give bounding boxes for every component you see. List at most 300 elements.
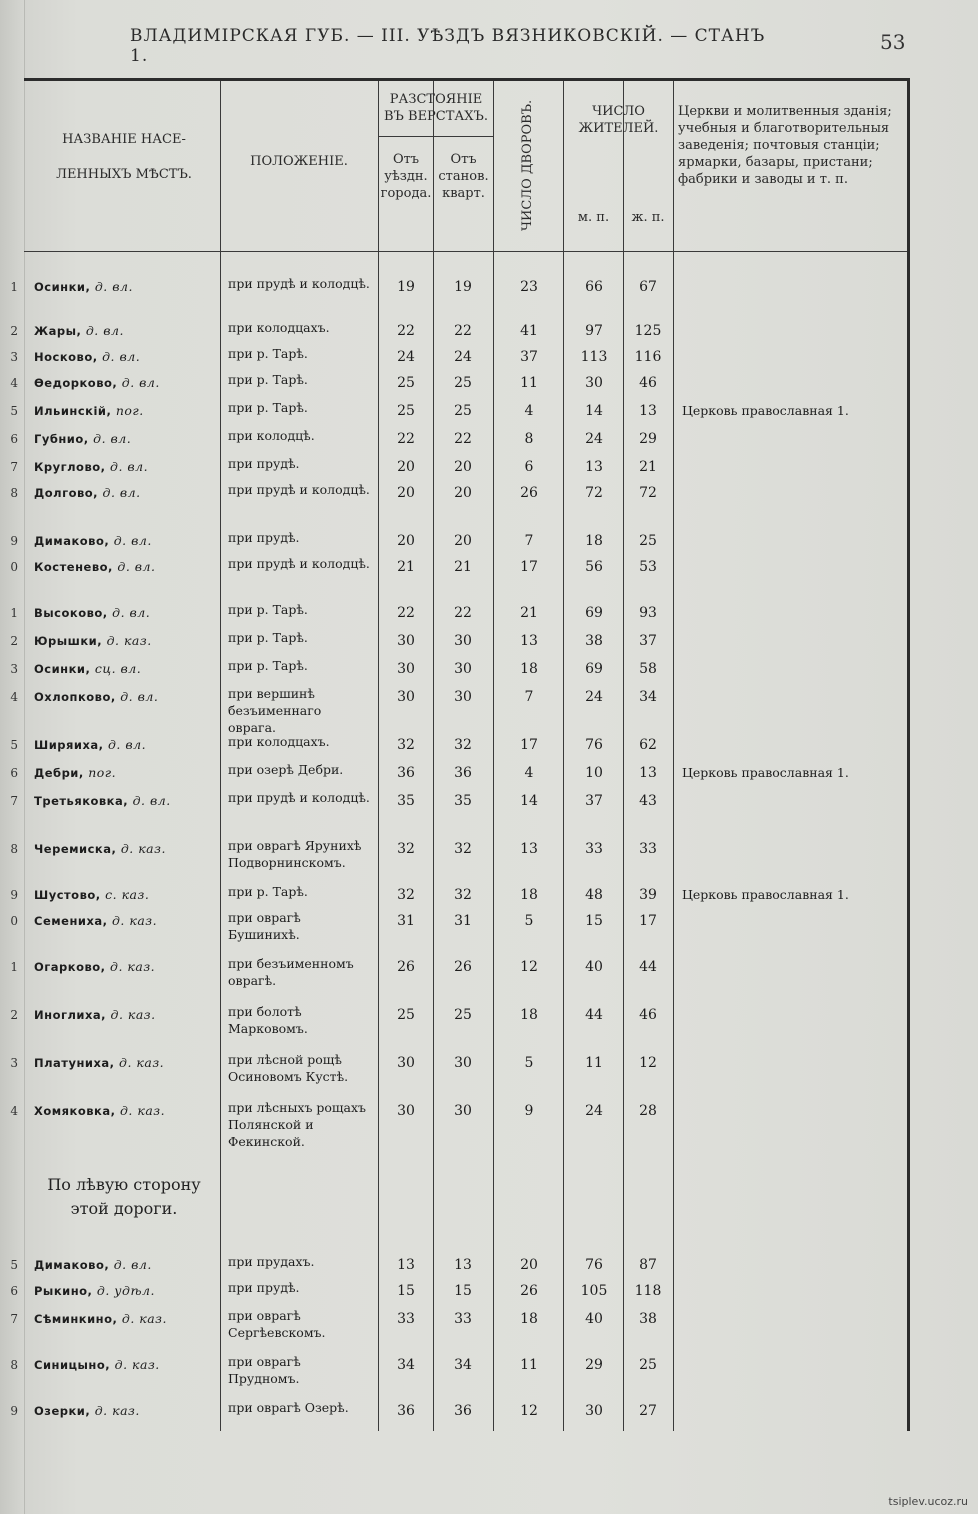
distance-from-town: 33	[397, 1311, 415, 1327]
row-margin-number: 3	[10, 662, 18, 676]
settlement-name-text: Губнио,	[34, 432, 94, 446]
distance-from-town: 22	[397, 605, 415, 621]
row-margin-number: 9	[10, 534, 18, 548]
settlement-position: при колодцахъ.	[228, 734, 330, 749]
distance-from-stan: 20	[454, 459, 472, 475]
distance-from-town: 25	[397, 1007, 415, 1023]
households-count: 12	[520, 1403, 538, 1419]
male-count: 97	[585, 323, 603, 339]
distance-from-town: 31	[397, 913, 415, 929]
settlement-name	[34, 1055, 164, 1071]
page-number: 53	[880, 30, 906, 54]
distance-from-stan: 20	[454, 485, 472, 501]
female-count: 58	[639, 661, 657, 677]
male-count: 69	[585, 661, 603, 677]
settlement-name-text: Костенево,	[34, 560, 118, 574]
settlement-name	[34, 1311, 167, 1327]
female-count: 46	[639, 375, 657, 391]
households-count: 18	[520, 661, 538, 677]
settlement-kind: с. каз.	[105, 887, 150, 902]
settlement-name-text: Иноглиха,	[34, 1008, 111, 1022]
settlement-kind: д. удѣл.	[96, 1283, 155, 1298]
households-count: 26	[520, 485, 538, 501]
households-count: 14	[520, 793, 538, 809]
distance-from-stan: 13	[454, 1257, 472, 1273]
settlement-name-text: Юрышки,	[34, 634, 107, 648]
households-count: 4	[524, 765, 534, 781]
distance-from-town: 36	[397, 1403, 415, 1419]
settlement-name	[34, 431, 131, 447]
subheader-rule	[378, 136, 493, 137]
households-count: 18	[520, 1007, 538, 1023]
settlement-name-text: Димаково,	[34, 534, 114, 548]
settlement-kind: д. вл.	[132, 793, 171, 808]
row-margin-number: 7	[10, 794, 18, 808]
row-margin-number: 4	[10, 690, 18, 704]
distance-from-stan: 32	[454, 841, 472, 857]
row-margin-number: 3	[10, 1056, 18, 1070]
male-count: 24	[585, 1103, 603, 1119]
distance-from-stan: 30	[454, 689, 472, 705]
households-count: 6	[524, 459, 534, 475]
male-count: 56	[585, 559, 603, 575]
male-count: 13	[585, 459, 603, 475]
male-count: 113	[580, 349, 608, 365]
settlement-name-text: Высоково,	[34, 606, 113, 620]
female-count: 12	[639, 1055, 657, 1071]
female-count: 53	[639, 559, 657, 575]
col-rule	[433, 81, 434, 1431]
settlement-kind: д. вл.	[102, 485, 141, 500]
female-count: 28	[639, 1103, 657, 1119]
institution-note: Церковь православная 1.	[682, 765, 849, 780]
institution-note: Церковь православная 1.	[682, 887, 849, 902]
households-count: 5	[524, 913, 534, 929]
settlement-name	[34, 959, 155, 975]
female-count: 33	[639, 841, 657, 857]
row-margin-number: 4	[10, 376, 18, 390]
male-count: 30	[585, 375, 603, 391]
female-count: 46	[639, 1007, 657, 1023]
settlement-name-text: Димаково,	[34, 1258, 114, 1272]
settlement-name	[34, 633, 152, 649]
settlement-kind: д. каз.	[110, 1007, 156, 1022]
female-count: 44	[639, 959, 657, 975]
households-count: 17	[520, 559, 538, 575]
settlement-position: при оврагѣ Сергѣевскомъ.	[228, 1308, 326, 1340]
settlement-kind: д. каз.	[114, 1357, 160, 1372]
male-count: 66	[585, 279, 603, 295]
col-rule	[220, 81, 221, 1431]
row-margin-number: 6	[10, 1284, 18, 1298]
settlement-name	[34, 765, 116, 781]
settlement-kind: д. вл.	[117, 559, 156, 574]
male-count: 29	[585, 1357, 603, 1373]
settlement-kind: д. каз.	[106, 633, 152, 648]
row-margin-number: 8	[10, 1358, 18, 1372]
row-margin-number: 5	[10, 404, 18, 418]
settlement-position: при р. Тарѣ.	[228, 630, 308, 645]
households-count: 11	[520, 1357, 538, 1373]
settlement-name-text: Носково,	[34, 350, 103, 364]
settlement-kind: д. вл.	[93, 431, 132, 446]
distance-from-stan: 36	[454, 765, 472, 781]
header-male: м. п.	[577, 210, 610, 225]
male-count: 76	[585, 1257, 603, 1273]
settlement-name-text: Огарково,	[34, 960, 111, 974]
male-count: 40	[585, 959, 603, 975]
row-margin-number: 2	[10, 324, 18, 338]
settlement-kind: д. каз.	[112, 913, 158, 928]
settlement-name	[34, 403, 144, 419]
distance-from-stan: 22	[454, 605, 472, 621]
female-count: 93	[639, 605, 657, 621]
settlement-name	[34, 279, 133, 295]
male-count: 15	[585, 913, 603, 929]
row-margin-number: 2	[10, 634, 18, 648]
row-margin-number: 5	[10, 738, 18, 752]
settlement-name	[34, 605, 150, 621]
settlement-name	[34, 1357, 160, 1373]
settlement-name-text: Озерки,	[34, 1404, 95, 1418]
settlement-name-text: Охлопково,	[34, 690, 121, 704]
male-count: 11	[585, 1055, 603, 1071]
distance-from-town: 21	[397, 559, 415, 575]
row-margin-number: 0	[10, 560, 18, 574]
institution-note: Церковь православная 1.	[682, 403, 849, 418]
settlement-position: при оврагѣ Ярунихѣ Подворнинскомъ.	[228, 838, 362, 870]
distance-from-town: 30	[397, 1055, 415, 1071]
settlement-kind: д. каз.	[119, 1103, 166, 1118]
settlement-kind: пог.	[88, 765, 117, 780]
running-title: ВЛАДИМІРСКАЯ ГУБ. — III. УѢЗДЪ ВЯЗНИКОВСКІЙ. — СТАНЪ 1.	[130, 26, 766, 66]
distance-from-town: 26	[397, 959, 415, 975]
female-count: 39	[639, 887, 657, 903]
households-count: 20	[520, 1257, 538, 1273]
settlement-name-text: Третьяковка,	[34, 794, 133, 808]
distance-from-stan: 34	[454, 1357, 472, 1373]
female-count: 38	[639, 1311, 657, 1327]
distance-from-town: 30	[397, 633, 415, 649]
female-count: 62	[639, 737, 657, 753]
settlement-position: при прудѣ.	[228, 1280, 300, 1295]
male-count: 44	[585, 1007, 603, 1023]
households-count: 7	[524, 689, 534, 705]
settlement-position: при оврагѣ Озерѣ.	[228, 1400, 349, 1415]
header-inhabitants: ЧИСЛО ЖИТЕЛЕЙ.	[578, 104, 659, 136]
row-margin-number: 1	[10, 606, 18, 620]
households-count: 13	[520, 633, 538, 649]
distance-from-stan: 30	[454, 1055, 472, 1071]
settlement-kind: д. вл.	[110, 459, 149, 474]
row-margin-number: 9	[10, 1404, 18, 1418]
header-rule	[24, 251, 907, 252]
distance-from-town: 22	[397, 323, 415, 339]
distance-from-stan: 32	[454, 737, 472, 753]
male-count: 72	[585, 485, 603, 501]
distance-from-stan: 22	[454, 431, 472, 447]
settlement-position: при прудѣ.	[228, 530, 300, 545]
settlement-kind: д. каз.	[94, 1403, 140, 1418]
settlement-position: при вершинѣ безъименнаго оврага.	[228, 686, 322, 735]
settlement-name-text: Ѳедорково,	[34, 376, 122, 390]
settlement-position: при прудѣ и колодцѣ.	[228, 482, 370, 497]
households-count: 18	[520, 887, 538, 903]
households-count: 7	[524, 533, 534, 549]
female-count: 116	[634, 349, 662, 365]
settlement-name	[34, 559, 155, 575]
households-count: 4	[524, 403, 534, 419]
header-female: ж. п.	[631, 210, 665, 225]
settlement-position: при оврагѣ Бушинихѣ.	[228, 910, 301, 942]
col-rule	[563, 81, 564, 1431]
settlement-name	[34, 533, 152, 549]
settlement-position: при колодцахъ.	[228, 320, 330, 335]
row-margin-number: 5	[10, 1258, 18, 1272]
settlement-kind: д. каз.	[110, 959, 156, 974]
male-count: 30	[585, 1403, 603, 1419]
settlement-name	[34, 485, 141, 501]
header-distance: РАЗСТОЯНІЕ ВЪ ВЕРСТАХЪ.	[384, 92, 488, 124]
distance-from-town: 35	[397, 793, 415, 809]
settlement-name	[34, 1103, 165, 1119]
distance-from-stan: 26	[454, 959, 472, 975]
distance-from-stan: 19	[454, 279, 472, 295]
distance-from-stan: 31	[454, 913, 472, 929]
households-count: 13	[520, 841, 538, 857]
header-position: ПОЛОЖЕНІЕ.	[250, 154, 348, 169]
settlement-name-text: Ильинскій,	[34, 404, 116, 418]
male-count: 10	[585, 765, 603, 781]
distance-from-stan: 35	[454, 793, 472, 809]
settlement-position: при р. Тарѣ.	[228, 372, 308, 387]
male-count: 24	[585, 689, 603, 705]
row-margin-number: 1	[10, 280, 18, 294]
distance-from-town: 20	[397, 533, 415, 549]
distance-from-town: 25	[397, 375, 415, 391]
row-margin-number: 2	[10, 1008, 18, 1022]
distance-from-town: 13	[397, 1257, 415, 1273]
settlement-name-text: Шустово,	[34, 888, 106, 902]
row-margin-number: 7	[10, 1312, 18, 1326]
settlement-kind: д. вл.	[120, 689, 159, 704]
settlement-kind: д. вл.	[113, 1257, 152, 1272]
settlement-name-text: Семениха,	[34, 914, 112, 928]
distance-from-stan: 25	[454, 1007, 472, 1023]
row-margin-number: 1	[10, 960, 18, 974]
female-count: 25	[639, 1357, 657, 1373]
households-count: 5	[524, 1055, 534, 1071]
distance-from-stan: 33	[454, 1311, 472, 1327]
distance-from-town: 32	[397, 737, 415, 753]
settlement-name-text: Сѣминкино,	[34, 1312, 122, 1326]
settlement-name-text: Синицыно,	[34, 1358, 115, 1372]
distance-from-stan: 20	[454, 533, 472, 549]
male-count: 76	[585, 737, 603, 753]
female-count: 21	[639, 459, 657, 475]
settlement-name-text: Осинки,	[34, 662, 95, 676]
settlement-position: при р. Тарѣ.	[228, 346, 308, 361]
row-margin-number: 7	[10, 460, 18, 474]
settlement-name	[34, 841, 166, 857]
male-count: 18	[585, 533, 603, 549]
settlement-name-text: Долгово,	[34, 486, 103, 500]
distance-from-stan: 21	[454, 559, 472, 575]
households-count: 26	[520, 1283, 538, 1299]
watermark: tsiplev.ucoz.ru	[888, 1495, 968, 1508]
distance-from-stan: 25	[454, 403, 472, 419]
female-count: 13	[639, 765, 657, 781]
male-count: 69	[585, 605, 603, 621]
header-dist-town: Отъ уѣздн. города.	[380, 152, 432, 201]
distance-from-stan: 30	[454, 1103, 472, 1119]
row-margin-number: 4	[10, 1104, 18, 1118]
settlement-name	[34, 1257, 152, 1273]
distance-from-town: 19	[397, 279, 415, 295]
row-margin-number: 6	[10, 766, 18, 780]
settlement-kind: д. вл.	[108, 737, 147, 752]
distance-from-town: 15	[397, 1283, 415, 1299]
settlement-kind: д. каз.	[119, 1055, 165, 1070]
settlement-name	[34, 1283, 155, 1299]
settlement-name	[34, 661, 141, 677]
households-count: 17	[520, 737, 538, 753]
female-count: 29	[639, 431, 657, 447]
female-count: 17	[639, 913, 657, 929]
distance-from-stan: 30	[454, 633, 472, 649]
settlement-position: при болотѣ Марковомъ.	[228, 1004, 308, 1036]
settlement-position: при р. Тарѣ.	[228, 884, 308, 899]
settlement-position: при прудахъ.	[228, 1254, 315, 1269]
households-count: 21	[520, 605, 538, 621]
settlement-position: при оврагѣ Прудномъ.	[228, 1354, 301, 1386]
male-count: 105	[580, 1283, 608, 1299]
male-count: 38	[585, 633, 603, 649]
settlement-name-text: Хомяковка,	[34, 1104, 120, 1118]
header-households: ЧИСЛО ДВОРОВЪ.	[520, 99, 535, 231]
col-rule	[378, 81, 379, 1431]
distance-from-town: 20	[397, 459, 415, 475]
female-count: 87	[639, 1257, 657, 1273]
households-count: 12	[520, 959, 538, 975]
distance-from-stan: 15	[454, 1283, 472, 1299]
distance-from-stan: 25	[454, 375, 472, 391]
distance-from-stan: 36	[454, 1403, 472, 1419]
female-count: 34	[639, 689, 657, 705]
settlement-position: при р. Тарѣ.	[228, 658, 308, 673]
settlement-name	[34, 459, 148, 475]
row-margin-number: 9	[10, 888, 18, 902]
male-count: 14	[585, 403, 603, 419]
settlement-kind: д. вл.	[121, 375, 160, 390]
settlement-kind: д. каз.	[120, 841, 166, 856]
households-count: 37	[520, 349, 538, 365]
header-dist-stan: Отъ станов. кварт.	[438, 152, 489, 201]
settlement-position: при озерѣ Дебри.	[228, 762, 344, 777]
distance-from-stan: 30	[454, 661, 472, 677]
distance-from-town: 30	[397, 1103, 415, 1119]
row-margin-number: 8	[10, 842, 18, 856]
settlement-name-text: Жары,	[34, 324, 86, 338]
distance-from-town: 34	[397, 1357, 415, 1373]
settlement-position: при лѣсной рощѣ Осиновомъ Кустѣ.	[228, 1052, 349, 1084]
households-count: 41	[520, 323, 538, 339]
settlement-position: при р. Тарѣ.	[228, 400, 308, 415]
settlement-kind: пог.	[115, 403, 144, 418]
distance-from-town: 22	[397, 431, 415, 447]
settlement-position: при прудѣ и колодцѣ.	[228, 556, 370, 571]
settlement-name	[34, 375, 160, 391]
settlement-position: при прудѣ и колодцѣ.	[228, 790, 370, 805]
settlement-kind: д. вл.	[102, 349, 141, 364]
settlement-name	[34, 689, 158, 705]
col-rule	[673, 81, 674, 1431]
settlement-name	[34, 1403, 140, 1419]
settlement-name	[34, 793, 171, 809]
distance-from-stan: 22	[454, 323, 472, 339]
row-margin-number: 0	[10, 914, 18, 928]
distance-from-town: 30	[397, 689, 415, 705]
settlement-name-text: Платуниха,	[34, 1056, 120, 1070]
households-count: 23	[520, 279, 538, 295]
row-margin-number: 8	[10, 486, 18, 500]
header-name: НАЗВАНІЕ НАСЕ- ЛЕННЫХЪ МѢСТЪ.	[56, 132, 192, 182]
settlement-position: при безъименномъ оврагѣ.	[228, 956, 354, 988]
distance-from-town: 20	[397, 485, 415, 501]
row-margin-number: 6	[10, 432, 18, 446]
female-count: 125	[634, 323, 662, 339]
female-count: 37	[639, 633, 657, 649]
col-rule	[493, 81, 494, 1431]
distance-from-town: 24	[397, 349, 415, 365]
settlement-name	[34, 323, 124, 339]
distance-from-town: 25	[397, 403, 415, 419]
settlement-position: при р. Тарѣ.	[228, 602, 308, 617]
settlement-name-text: Рыкино,	[34, 1284, 97, 1298]
settlement-name-text: Осинки,	[34, 280, 95, 294]
settlement-position: при лѣсныхъ рощахъ Полянской и Фекинской.	[228, 1100, 366, 1149]
settlement-name	[34, 737, 146, 753]
distance-from-stan: 32	[454, 887, 472, 903]
female-count: 27	[639, 1403, 657, 1419]
female-count: 25	[639, 533, 657, 549]
settlements-table	[10, 78, 910, 1431]
settlement-name-text: Ширяиха,	[34, 738, 108, 752]
female-count: 43	[639, 793, 657, 809]
settlement-kind: д. вл.	[112, 605, 151, 620]
settlement-name	[34, 913, 157, 929]
settlement-name	[34, 349, 140, 365]
households-count: 8	[524, 431, 534, 447]
header-notes: Церкви и молитвенныя зданія; учебныя и благотворительныя заведенія; почтовыя станціи; ярмарки, базары, пристани; фабрики и заводы и т. п.	[678, 104, 892, 187]
settlement-name	[34, 887, 149, 903]
male-count: 33	[585, 841, 603, 857]
distance-from-stan: 24	[454, 349, 472, 365]
distance-from-town: 32	[397, 841, 415, 857]
households-count: 18	[520, 1311, 538, 1327]
distance-from-town: 30	[397, 661, 415, 677]
settlement-name	[34, 1007, 156, 1023]
male-count: 40	[585, 1311, 603, 1327]
settlement-position: при прудѣ.	[228, 456, 300, 471]
settlement-name-text: Черемиска,	[34, 842, 121, 856]
row-margin-number: 3	[10, 350, 18, 364]
female-count: 72	[639, 485, 657, 501]
female-count: 118	[634, 1283, 662, 1299]
settlement-name-text: Дебри,	[34, 766, 89, 780]
male-count: 48	[585, 887, 603, 903]
female-count: 13	[639, 403, 657, 419]
